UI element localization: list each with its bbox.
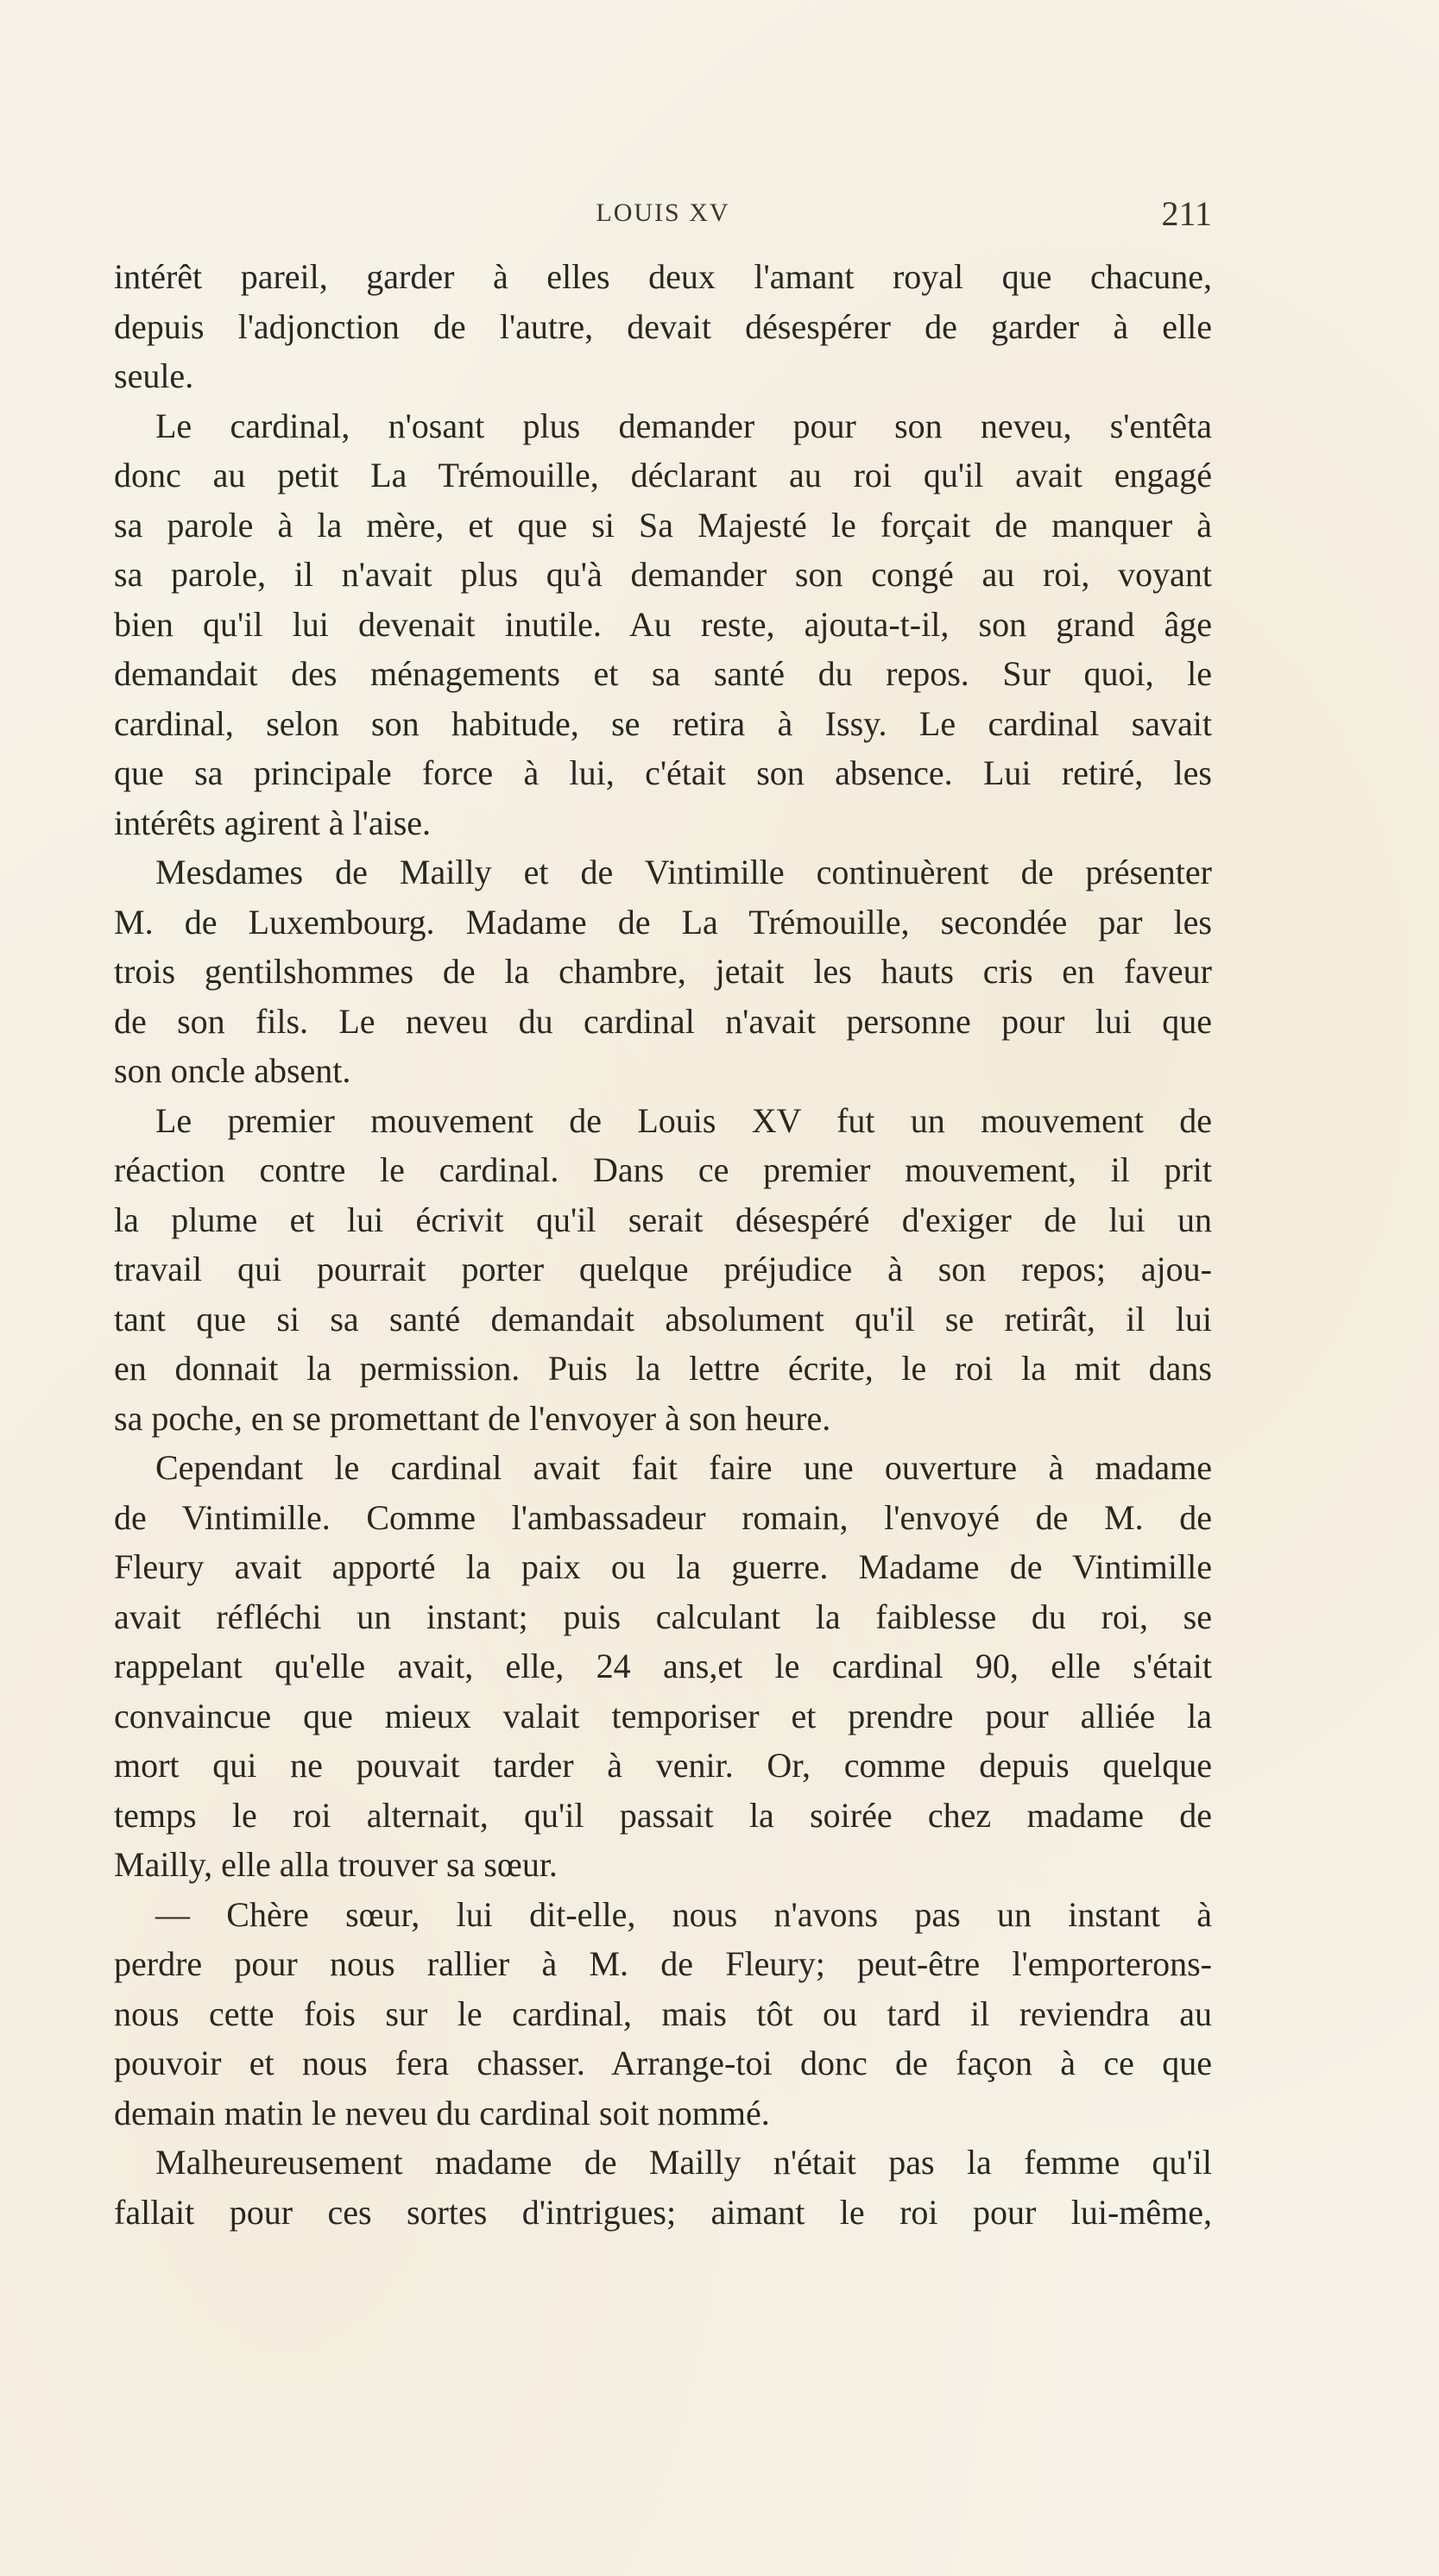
- running-head: [114, 193, 1212, 235]
- text-line: travail qui pourrait porter quelque préjudice à son repos; ajou-: [114, 1250, 1212, 1288]
- text-line: donc au petit La Trémouille, déclarant au roi qu'il avait engagé: [114, 456, 1212, 494]
- text-line: M. de Luxembourg. Madame de La Trémouille, secondée par les: [114, 902, 1212, 942]
- text-line: Cependant le cardinal avait fait faire une ouverture à madame: [155, 1448, 1212, 1487]
- text-line: sa parole à la mère, et que si Sa Majesté le forçait de manquer à: [114, 505, 1212, 545]
- text-line: intérêt pareil, garder à elles deux l'amant royal que chacune,: [114, 257, 1212, 296]
- text-line: son oncle absent.: [114, 1051, 351, 1090]
- text-line: nous cette fois sur le cardinal, mais tôt ou tard il reviendra au: [114, 1993, 1212, 2033]
- running-title: LOUIS XV: [596, 198, 730, 227]
- text-line: demandait des ménagements et sa santé du repos. Sur quoi, le: [114, 654, 1212, 693]
- text-line: mort qui ne pouvait tarder à venir. Or, comme depuis quelque: [114, 1746, 1212, 1785]
- text-line: Mailly, elle alla trouver sa sœur.: [114, 1845, 558, 1884]
- text-line: Malheureusement madame de Mailly n'était pas la femme qu'il: [155, 2143, 1212, 2182]
- text-line: trois gentilshommes de la chambre, jetait les hauts cris en faveur: [114, 952, 1212, 991]
- text-line: depuis l'adjonction de l'autre, devait désespérer de garder à elle: [114, 306, 1212, 346]
- text-line: que sa principale force à lui, c'était son absence. Lui retiré, les: [114, 753, 1212, 792]
- text-line: bien qu'il lui devenait inutile. Au reste, ajouta-t-il, son grand âge: [114, 604, 1212, 644]
- text-line: perdre pour nous rallier à M. de Fleury; peut-être l'emporterons-: [114, 1944, 1212, 1983]
- text-line: demain matin le neveu du cardinal soit nommé.: [114, 2093, 770, 2132]
- text-line: sa parole, il n'avait plus qu'à demander son congé au roi, voyant: [114, 555, 1212, 594]
- text-line: sa poche, en se promettant de l'envoyer à son heure.: [114, 1398, 831, 1438]
- text-line: seule.: [114, 356, 194, 395]
- text-line: Le premier mouvement de Louis XV fut un mouvement de: [155, 1100, 1212, 1140]
- text-line: Mesdames de Mailly et de Vintimille continuèrent de présenter: [155, 853, 1212, 891]
- text-line: Fleury avait apporté la paix ou la guerre. Madame de Vintimille: [114, 1547, 1212, 1586]
- text-line: cardinal, selon son habitude, se retira à Issy. Le cardinal savait: [114, 703, 1212, 743]
- text-line: convaincue que mieux valait temporiser et prendre pour alliée la: [114, 1696, 1212, 1735]
- page-number: 211: [1161, 194, 1212, 233]
- text-line: intérêts agirent à l'aise.: [114, 803, 432, 842]
- body-text: [114, 252, 1212, 2237]
- text-line: — Chère sœur, lui dit-elle, nous n'avons pas un instant à: [155, 1894, 1212, 1934]
- text-line: Le cardinal, n'osant plus demander pour son neveu, s'entêta: [155, 406, 1212, 445]
- text-line: rappelant qu'elle avait, elle, 24 ans,et le cardinal 90, elle s'était: [114, 1647, 1212, 1685]
- text-line: fallait pour ces sortes d'intrigues; aimant le roi pour lui-même,: [114, 2192, 1212, 2232]
- text-line: en donnait la permission. Puis la lettre écrite, le roi la mit dans: [114, 1349, 1212, 1388]
- text-line: la plume et lui écrivit qu'il serait désespéré d'exiger de lui un: [114, 1200, 1212, 1239]
- text-line: temps le roi alternait, qu'il passait la soirée chez madame de: [114, 1795, 1212, 1835]
- text-line: pouvoir et nous fera chasser. Arrange-toi donc de façon à ce que: [114, 2044, 1212, 2082]
- text-line: de Vintimille. Comme l'ambassadeur romain, l'envoyé de M. de: [114, 1497, 1212, 1537]
- text-line: avait réfléchi un instant; puis calculant la faiblesse du roi, se: [114, 1597, 1212, 1636]
- text-line: réaction contre le cardinal. Dans ce premier mouvement, il prit: [114, 1150, 1212, 1189]
- text-line: tant que si sa santé demandait absolument qu'il se retirât, il lui: [114, 1299, 1212, 1338]
- text-line: de son fils. Le neveu du cardinal n'avait personne pour lui que: [114, 1001, 1212, 1041]
